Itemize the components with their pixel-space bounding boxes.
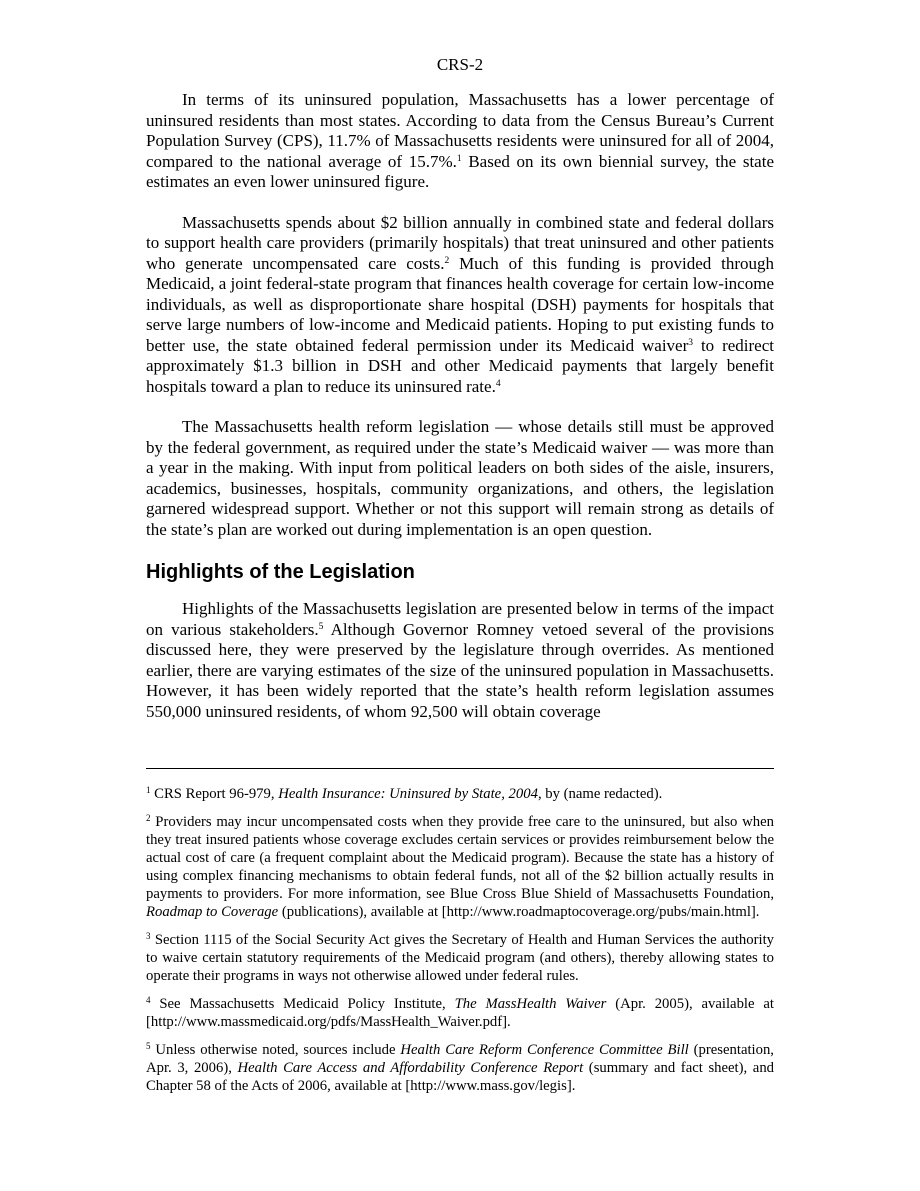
footnote-divider — [146, 768, 774, 769]
footnote-5: $^5$ Unless otherwise noted, sources include Health Care Reform Conference Committee Bill (presentation, Apr. 3, 2006), Health Care Access and Affordability Conference Report (summary and fact sheet), and Chapter 58 of the Acts of 2006, available at [http://www.mass.gov/legis]. — [146, 1041, 775, 1094]
footnote-citation-title: Health Care Access and Affordability Conference Report — [237, 1060, 584, 1076]
footnote-ref-2[interactable]: 2 — [444, 255, 450, 266]
footnote-link-text[interactable]: (Apr. 2005), available at [http://www.massmedicaid.org/pdfs/MassHealth_Waiver.pdf]. — [146, 996, 774, 1030]
footnote-number: 4 — [146, 995, 151, 1005]
section-heading: Highlights of the Legislation — [146, 561, 415, 583]
footnote-link-text[interactable]: (summary and fact sheet), and Chapter 58 of the Acts of 2006, available at [http://www.mass.gov/legis]. — [146, 1060, 775, 1094]
body-text — [146, 90, 774, 768]
footnote-ref-1[interactable]: 1 — [456, 153, 462, 164]
footnote-citation-title: Health Care Reform Conference Committee Bill — [400, 1042, 689, 1058]
footnote-ref-4[interactable]: 4 — [495, 378, 501, 389]
footnote-number: 3 — [146, 931, 151, 941]
page-number: CRS-2 — [436, 55, 484, 74]
footnote-citation-title: Roadmap to Coverage — [146, 904, 279, 920]
footnote-number: 5 — [146, 1041, 151, 1051]
footnote-2: $^2$ Providers may incur uncompensated costs when they provide free care to the uninsured, but also when they treat insured patients whose coverage excludes certain services or provides reimbursement below the actual cost of care (a frequent complaint about the Medicaid program). Because the state has a history of using complex financing mechanisms to obtain federal funds, not all of the $2 billion actually results in payments to providers. For more information, see Blue Cross Blue Shield of Massachusetts Foundation, Roadmap to Coverage (publications), available at [http://www.roadmaptocoverage.org/pubs/main.html]. — [146, 813, 774, 920]
footnote-citation-title: Health Insurance: Uninsured by State, 2004 — [278, 786, 538, 802]
footnote-number: 2 — [146, 813, 151, 823]
document-page — [146, 54, 774, 1105]
footnote-citation-title: The MassHealth Waiver — [454, 996, 607, 1012]
footnote-1: $^1$ CRS Report 96-979, Health Insurance: Uninsured by State, 2004, by (name redacted). — [146, 785, 663, 802]
paragraph-highlights: Highlights of the Massachusetts legislation are presented below in terms of the impact on various stakeholders.$^5$ Although Governor Romney vetoed several of the provisions discussed here, they were preserved by the legislature through overrides. As mentioned earlier, there are varying estimates of the size of the uninsured population in Massachusetts. However, it has been widely reported that the state’s health reform legislation assumes 550,000 uninsured residents, of whom 92,500 will obtain coverage — [146, 599, 774, 721]
footnotes — [146, 785, 774, 1095]
footnote-link-text[interactable]: (publications), available at [http://www.roadmaptocoverage.org/pubs/main.html]. — [278, 904, 760, 920]
paragraph-reform-legislation: The Massachusetts health reform legislation — whose details still must be approved by the federal government, as required under the state’s Medicaid waiver — was more than a year in the making. With input from political leaders on both sides of the aisle, insurers, academics, businesses, hospitals, community organizations, and others, the legislation garnered widespread support. Whether or not this support will remain strong as details of the state’s plan are worked out during implementation is an open question. — [146, 417, 774, 539]
footnote-ref-3[interactable]: 3 — [688, 337, 694, 348]
footnote-ref-5[interactable]: 5 — [318, 621, 324, 632]
footnote-4: $^4$ See Massachusetts Medicaid Policy Institute, The MassHealth Waiver (Apr. 2005), available at [http://www.massmedicaid.org/pdfs/MassHealth_Waiver.pdf]. — [146, 995, 774, 1030]
footnote-number: 1 — [146, 785, 151, 795]
footnote-3: $^3$ Section 1115 of the Social Security Act gives the Secretary of Health and Human Services the authority to waive certain statutory requirements of the Medicaid program (and others), thereby allowing states to operate their programs in ways not otherwise allowed under federal rules. — [146, 931, 774, 984]
paragraph-state-spending: Massachusetts spends about $2 billion annually in combined state and federal dollars to support health care providers (primarily hospitals) that treat uninsured and other patients who generate uncompensated care costs.$^2$ Much of this funding is provided through Medicaid, a joint federal-state program that finances health coverage for certain low-income individuals, as well as disproportionate share hospital (DSH) payments for hospitals that serve large numbers of low-income and Medicaid patients. Hoping to put existing funds to better use, the state obtained federal permission under its Medicaid waiver$^3$ to redirect approximately $1.3 billion in DSH and other Medicaid payments that largely benefit hospitals toward a plan to reduce its uninsured rate.$^4$ — [146, 212, 775, 396]
paragraph-uninsured-population: In terms of its uninsured population, Massachusetts has a lower percentage of uninsured residents than most states. According to data from the Census Bureau’s Current Population Survey (CPS), 11.7% of Massachusetts residents were uninsured for all of 2004, compared to the national average of 15.7%.$^1$ Based on its own biennial survey, the state estimates an even lower uninsured figure. — [146, 90, 775, 191]
